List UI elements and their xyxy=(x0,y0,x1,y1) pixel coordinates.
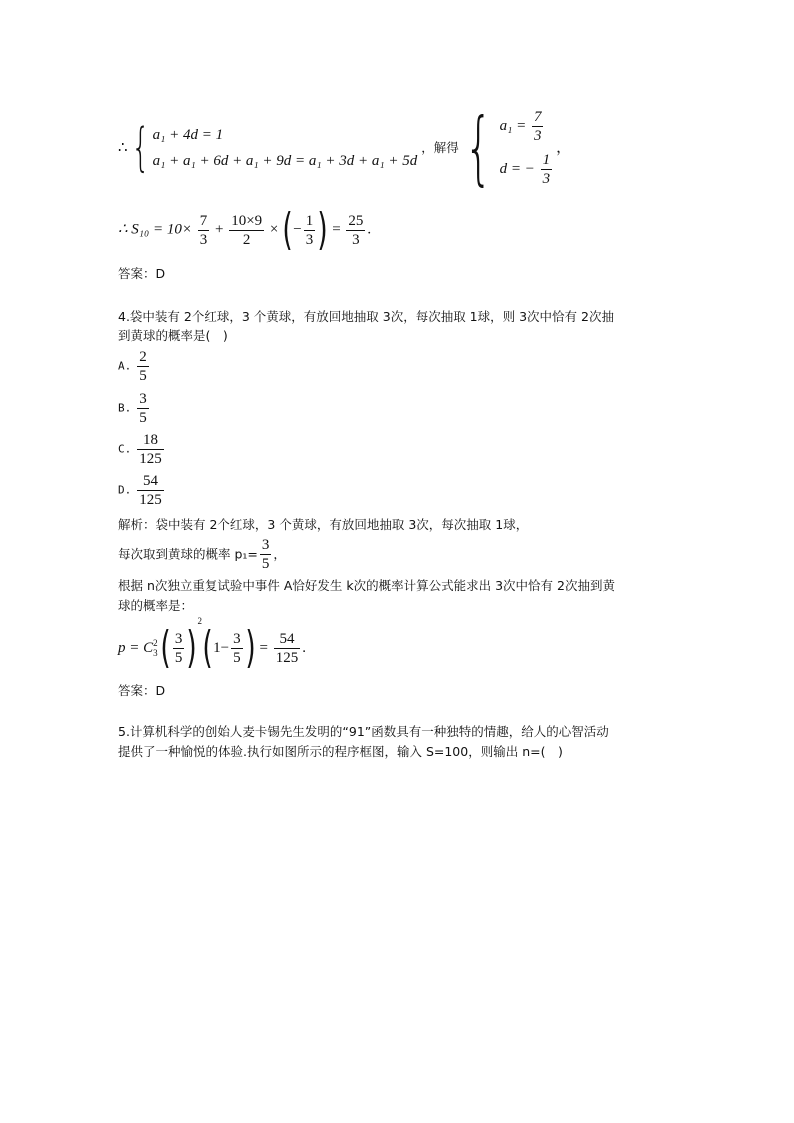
trailing-comma: ， xyxy=(556,140,572,156)
s10-lhs: ∴ S₁₀ = 10× xyxy=(118,221,192,238)
equation-line-2: a₁ + a₁ + 6d + a₁ + 9d = a₁ + 3d + a₁ + 5d xyxy=(152,153,418,169)
equation-line-1: a₁ + 4d = 1 xyxy=(152,127,224,143)
fraction-90-2: $\frac{10\times 9}{2}$ xyxy=(231,212,263,248)
answer-2: 答案：D xyxy=(118,683,166,698)
probability-formula: p = C 2 3 ( $\frac{3}{5}$ )$^2$(1− $\frac{3}{5}$ ) = $\frac{54}{125}$ . xyxy=(118,616,307,673)
s10-formula: ∴ S₁₀ = 10× $\frac{7}{3}$ + $\frac{10\times 9}{2}$ × (− $\frac{1}{3}$ ) = $\frac{25}{3}$ . xyxy=(118,204,372,255)
question-4-line-2: 到黄球的概率是( ) xyxy=(118,328,228,343)
therefore-symbol: ∴ xyxy=(118,140,128,156)
question-5-line-2: 提供了一种愉悦的体验.执行如图所示的程序框图，输入 S=100，则输出 n=( ) xyxy=(118,744,563,759)
fraction-7-3: $\frac{7}{3}$ xyxy=(199,212,208,248)
fraction-1-3: $\frac{1}{3}$ xyxy=(305,212,314,248)
solve-label: ，解得 xyxy=(421,140,459,155)
left-brace: { xyxy=(130,118,150,178)
equation-system xyxy=(118,101,572,194)
analysis-line-2: 每次取到黄球的概率 p₁= $\frac{3}{5}$ ， xyxy=(118,537,286,572)
solution-brace: { xyxy=(464,101,493,194)
analysis-line-1: 解析：袋中装有 2个红球，3 个黄球，有放回地抽取 3次，每次抽取 1球， xyxy=(118,517,529,532)
option-c: C. $\frac{18}{125}$ xyxy=(118,432,162,467)
solution-line-2: d = − $\frac{1}{3}$ xyxy=(499,152,551,187)
analysis-line-3: 根据 n次独立重复试验中事件 A恰好发生 k次的概率计算公式能求出 3次中恰有 2次抽到黄 xyxy=(118,578,615,593)
answer-1: 答案：D xyxy=(118,266,166,281)
question-5-line-1: 5.计算机科学的创始人麦卡锡先生发明的“91”函数具有一种独特的情趣，给人的心智活动 xyxy=(118,724,609,739)
analysis-line-4: 球的概率是： xyxy=(118,598,194,613)
option-d: D. $\frac{54}{125}$ xyxy=(118,473,162,508)
fraction-25-3: $\frac{25}{3}$ xyxy=(348,212,364,248)
option-b: B. $\frac{3}{5}$ xyxy=(118,391,147,426)
option-a: A. $\frac{2}{5}$ xyxy=(118,349,147,384)
solution-line-1: a₁ = $\frac{7}{3}$ xyxy=(499,109,542,144)
question-4-line-1: 4.袋中装有 2个红球，3 个黄球，有放回地抽取 3次，每次抽取 1球，则 3次中恰有 2次抽 xyxy=(118,309,614,324)
